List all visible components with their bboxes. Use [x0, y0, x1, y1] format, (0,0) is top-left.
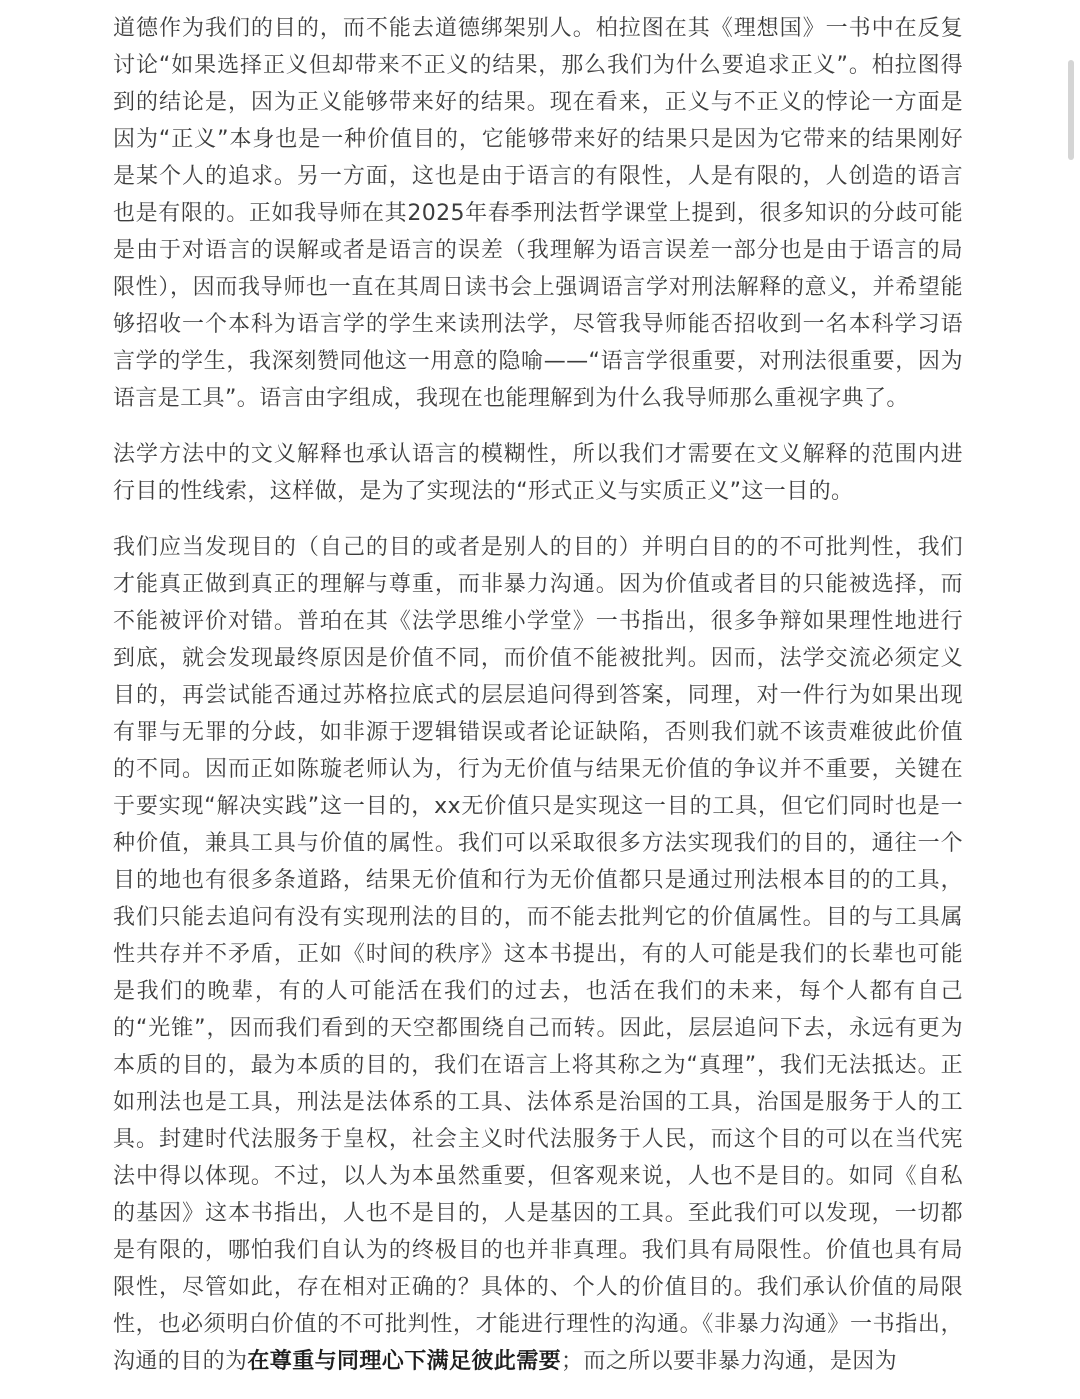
- paragraph-3-text: 我们应当发现目的（自己的目的或者是别人的目的）并明白目的的不可批判性，我们才能真正做到真正的理解与尊重，而非暴力沟通。因为价值或者目的只能被选择，而不能被评价对错。普珀在其《法学思维小学堂》一书指出，很多争辩如果理性地进行到底，就会发现最终原因是价值不同，而价值不能被批判。因而，法学交流必须定义目的，再尝试能否通过苏格拉底式的层层追问得到答案，同理，对一件行为如果出现有罪与无罪的分歧，如非源于逻辑错误或者论证缺陷，否则我们就不该责难彼此价值的不同。因而正如陈璇老师认为，行为无价值与结果无价值的争议并不重要，关键在于要实现“解决实践”这一目的，xx无价值只是实现这一目的工具，但它们同时也是一种价值，兼具工具与价值的属性。我们可以采取很多方法实现我们的目的，通往一个目的地也有很多条道路，结果无价值和行为无价值都只是通过刑法根本目的的工具，我们只能去追问有没有实现刑法的目的，而不能去批判它的价值属性。目的与工具属性共存并不矛盾，正如《时间的秩序》这本书提出，有的人可能是我们的长辈也可能是我们的晚辈，有的人可能活在我们的过去，也活在我们的未来，每个人都有自己的“光锥”，因而我们看到的天空都围绕自己而转。因此，层层追问下去，永远有更为本质的目的，最为本质的目的，我们在语言上将其称之为“真理”，我们无法抵达。正如刑法也是工具，刑法是法体系的工具、法体系是治国的工具，治国是服务于人的工具。封建时代法服务于皇权，社会主义时代法服务于人民，而这个目的可以在当代宪法中得以体现。不过，以人为本虽然重要，但客观来说，人也不是目的。如同《自私的基因》这本书指出，人也不是目的，人是基因的工具。至此我们可以发现，一切都是有限的，哪怕我们自认为的终极目的也并非真理。我们具有局限性。价值也具有局限性，尽管如此，存在相对正确的？具体的、个人的价值目的。我们承认价值的局限性，也必须明白价值的不可批判性，才能进行理性的沟通。《非暴力沟通》一书指出，沟通的目的为: [113, 535, 963, 1374]
- article-body: [113, 10, 963, 1399]
- paragraph-1: 道德作为我们的目的，而不能去道德绑架别人。柏拉图在其《理想国》一书中在反复讨论“如果选择正义但却带来不正义的结果，那么我们为什么要追求正义”。柏拉图得到的结论是，因为正义能够带来好的结果。现在看来，正义与不正义的悖论一方面是因为“正义”本身也是一种价值目的，它能够带来好的结果只是因为它带来的结果刚好是某个人的追求。另一方面，这也是由于语言的有限性，人是有限的，人创造的语言也是有限的。正如我导师在其2025年春季刑法哲学课堂上提到，很多知识的分歧可能是由于对语言的误解或者是语言的误差（我理解为语言误差一部分也是由于语言的局限性），因而我导师也一直在其周日读书会上强调语言学对刑法解释的意义，并希望能够招收一个本科为语言学的学生来读刑法学，尽管我导师能否招收到一名本科学习语言学的学生，我深刻赞同他这一用意的隐喻——“语言学很重要，对刑法很重要，因为语言是工具”。语言由字组成，我现在也能理解到为什么我导师那么重视字典了。: [113, 16, 963, 411]
- emphasis-text: 在尊重与同理心下满足彼此需要: [247, 1349, 562, 1374]
- paragraph-3-tail: ；而之所以要非暴力沟通，是因为: [561, 1349, 898, 1374]
- paragraph-3: [113, 529, 963, 1380]
- scrollbar-thumb[interactable]: [1068, 60, 1074, 160]
- paragraph-2: 法学方法中的文义解释也承认语言的模糊性，所以我们才需要在文义解释的范围内进行目的性线索，这样做，是为了实现法的“形式正义与实质正义”这一目的。: [113, 442, 963, 504]
